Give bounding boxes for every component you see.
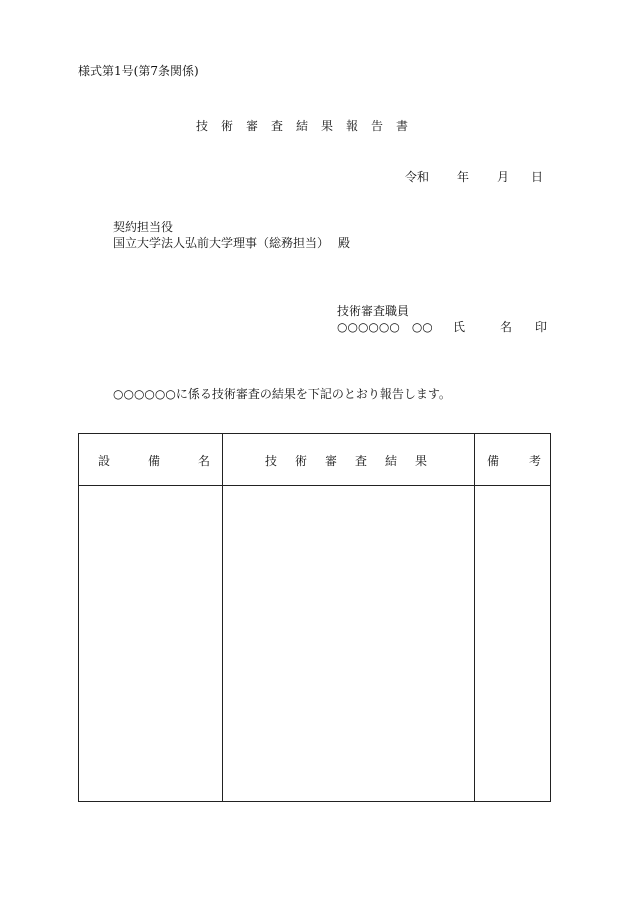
date-day: 日 bbox=[531, 170, 544, 184]
header-review-result: 技術審査結果 bbox=[265, 454, 446, 468]
reporter-role: 技術審査職員 bbox=[337, 304, 410, 318]
report-date bbox=[405, 168, 543, 185]
date-month: 月 bbox=[497, 170, 510, 184]
cell-equipment-name[interactable] bbox=[79, 486, 222, 801]
result-table bbox=[78, 433, 551, 802]
reporter-label-mei: 名 bbox=[500, 320, 513, 334]
header-notes bbox=[487, 454, 541, 468]
intro-text: ○○○○○○に係る技術審査の結果を下記のとおり報告します。 bbox=[113, 387, 451, 401]
form-number: 様式第1号(第7条関係) bbox=[78, 64, 199, 78]
date-year: 年 bbox=[457, 170, 470, 184]
cell-review-result[interactable] bbox=[223, 486, 474, 801]
header-notes-char-2: 考 bbox=[529, 454, 542, 468]
reporter-name: ○○○○○○ ○○ bbox=[337, 320, 433, 334]
header-equipment-char-2: 備 bbox=[148, 454, 161, 468]
cell-notes[interactable] bbox=[475, 486, 550, 801]
header-notes-char-1: 備 bbox=[487, 454, 500, 468]
reporter-seal: 印 bbox=[535, 320, 548, 334]
header-equipment-char-1: 設 bbox=[98, 454, 111, 468]
header-equipment-char-3: 名 bbox=[198, 454, 211, 468]
header-equipment-name bbox=[98, 454, 210, 468]
addressee-title: 契約担当役 bbox=[113, 220, 174, 234]
reporter-label-shi: 氏 bbox=[453, 320, 466, 334]
date-era: 令和 bbox=[405, 170, 430, 184]
document-title: 技術審査結果報告書 bbox=[196, 119, 422, 133]
addressee-name: 国立大学法人弘前大学理事（総務担当） bbox=[113, 236, 330, 250]
addressee-honorific: 殿 bbox=[338, 236, 351, 250]
